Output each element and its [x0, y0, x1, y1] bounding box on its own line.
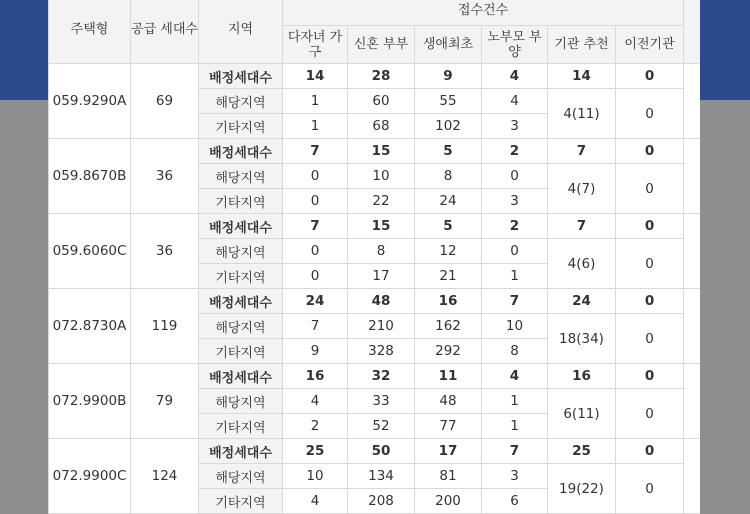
house-type-cell: 072.9900B	[49, 364, 131, 439]
other-value: 1	[482, 414, 548, 439]
local-value: 134	[348, 464, 415, 489]
house-type-cell: 059.6060C	[49, 214, 131, 289]
region-label-allocated: 배정세대수	[199, 214, 283, 239]
region-label-other: 기타지역	[199, 489, 283, 514]
local-value: 33	[348, 389, 415, 414]
allocated-value: 0	[616, 364, 684, 389]
supply-count-cell: 119	[131, 289, 199, 364]
right-blue-band	[700, 0, 750, 100]
allocated-value: 4	[482, 364, 548, 389]
region-label-other: 기타지역	[199, 189, 283, 214]
header-supply-count: 공급 세대수	[131, 0, 199, 64]
house-type-cell: 072.8730A	[49, 289, 131, 364]
local-value: 210	[348, 314, 415, 339]
region-label-other: 기타지역	[199, 264, 283, 289]
allocated-value: 5	[415, 139, 482, 164]
region-label-local: 해당지역	[199, 464, 283, 489]
allocated-value: 2	[482, 139, 548, 164]
allocated-value: 0	[616, 139, 684, 164]
header-applications: 접수건수	[283, 0, 684, 26]
other-value: 22	[348, 189, 415, 214]
header-first-life: 생애최초	[415, 26, 482, 64]
allocated-value: 25	[548, 439, 616, 464]
application-results-table	[48, 0, 749, 514]
other-value: 3	[482, 114, 548, 139]
allocated-value: 7	[482, 289, 548, 314]
local-value: 0	[482, 239, 548, 264]
region-label-local: 해당지역	[199, 389, 283, 414]
allocated-value: 15	[348, 139, 415, 164]
local-value: 162	[415, 314, 482, 339]
other-value: 3	[482, 189, 548, 214]
other-value: 68	[348, 114, 415, 139]
allocated-value: 2	[482, 214, 548, 239]
local-value: 81	[415, 464, 482, 489]
region-label-other: 기타지역	[199, 414, 283, 439]
other-value: 24	[415, 189, 482, 214]
allocated-value: 14	[283, 64, 348, 89]
region-label-local: 해당지역	[199, 164, 283, 189]
region-label-local: 해당지역	[199, 314, 283, 339]
other-value: 0	[283, 189, 348, 214]
header-region: 지역	[199, 0, 283, 64]
allocated-value: 48	[348, 289, 415, 314]
local-value: 1	[283, 89, 348, 114]
institution-applications: 4(11)	[548, 89, 616, 139]
institution-applications: 4(7)	[548, 164, 616, 214]
local-value: 7	[283, 314, 348, 339]
allocated-value: 24	[283, 289, 348, 314]
house-type-cell: 072.9900C	[49, 439, 131, 514]
allocated-value: 24	[548, 289, 616, 314]
local-value: 8	[415, 164, 482, 189]
region-label-other: 기타지역	[199, 339, 283, 364]
header-relocation: 이전기관	[616, 26, 684, 64]
other-value: 52	[348, 414, 415, 439]
allocated-value: 17	[415, 439, 482, 464]
header-multi-child: 다자녀 가구	[283, 26, 348, 64]
other-value: 21	[415, 264, 482, 289]
header-institution: 기관 추천	[548, 26, 616, 64]
local-value: 3	[482, 464, 548, 489]
table-row-allocated	[49, 364, 749, 389]
local-value: 0	[283, 239, 348, 264]
table-row-allocated	[49, 64, 749, 89]
allocated-value: 16	[548, 364, 616, 389]
supply-count-cell: 69	[131, 64, 199, 139]
relocation-applications: 0	[616, 464, 684, 514]
allocated-value: 16	[415, 289, 482, 314]
institution-applications: 6(11)	[548, 389, 616, 439]
local-value: 4	[283, 389, 348, 414]
allocated-value: 5	[415, 214, 482, 239]
allocated-value: 7	[283, 214, 348, 239]
region-label-allocated: 배정세대수	[199, 139, 283, 164]
region-label-allocated: 배정세대수	[199, 364, 283, 389]
header-newlywed: 신혼 부부	[348, 26, 415, 64]
other-value: 102	[415, 114, 482, 139]
supply-count-cell: 79	[131, 364, 199, 439]
other-value: 2	[283, 414, 348, 439]
relocation-applications: 0	[616, 164, 684, 214]
region-label-other: 기타지역	[199, 114, 283, 139]
region-label-allocated: 배정세대수	[199, 64, 283, 89]
allocated-value: 7	[283, 139, 348, 164]
allocated-value: 0	[616, 214, 684, 239]
local-value: 12	[415, 239, 482, 264]
relocation-applications: 0	[616, 89, 684, 139]
relocation-applications: 0	[616, 239, 684, 289]
local-value: 1	[482, 389, 548, 414]
region-label-local: 해당지역	[199, 89, 283, 114]
other-value: 200	[415, 489, 482, 514]
other-value: 9	[283, 339, 348, 364]
allocated-value: 9	[415, 64, 482, 89]
header-elderly-parent: 노부모 부양	[482, 26, 548, 64]
right-backdrop	[700, 0, 750, 514]
local-value: 60	[348, 89, 415, 114]
other-value: 208	[348, 489, 415, 514]
supply-count-cell: 36	[131, 139, 199, 214]
local-value: 8	[348, 239, 415, 264]
allocated-value: 0	[616, 289, 684, 314]
local-value: 4	[482, 89, 548, 114]
allocated-value: 25	[283, 439, 348, 464]
local-value: 10	[283, 464, 348, 489]
allocated-value: 15	[348, 214, 415, 239]
region-label-allocated: 배정세대수	[199, 289, 283, 314]
table-row-allocated	[49, 289, 749, 314]
other-value: 0	[283, 264, 348, 289]
allocated-value: 0	[616, 64, 684, 89]
allocated-value: 0	[616, 439, 684, 464]
allocated-value: 16	[283, 364, 348, 389]
other-value: 1	[482, 264, 548, 289]
local-value: 0	[482, 164, 548, 189]
allocated-value: 4	[482, 64, 548, 89]
allocated-value: 7	[548, 139, 616, 164]
table-body	[49, 64, 749, 514]
institution-applications: 18(34)	[548, 314, 616, 364]
other-value: 4	[283, 489, 348, 514]
supply-count-cell: 124	[131, 439, 199, 514]
house-type-cell: 059.8670B	[49, 139, 131, 214]
allocated-value: 50	[348, 439, 415, 464]
local-value: 55	[415, 89, 482, 114]
supply-count-cell: 36	[131, 214, 199, 289]
local-value: 48	[415, 389, 482, 414]
local-value: 10	[348, 164, 415, 189]
local-value: 0	[283, 164, 348, 189]
relocation-applications: 0	[616, 389, 684, 439]
other-value: 17	[348, 264, 415, 289]
other-value: 77	[415, 414, 482, 439]
institution-applications: 4(6)	[548, 239, 616, 289]
relocation-applications: 0	[616, 314, 684, 364]
allocated-value: 28	[348, 64, 415, 89]
other-value: 6	[482, 489, 548, 514]
region-label-allocated: 배정세대수	[199, 439, 283, 464]
allocated-value: 32	[348, 364, 415, 389]
other-value: 292	[415, 339, 482, 364]
allocated-value: 14	[548, 64, 616, 89]
other-value: 328	[348, 339, 415, 364]
other-value: 1	[283, 114, 348, 139]
header-house-type: 주택형	[49, 0, 131, 64]
local-value: 10	[482, 314, 548, 339]
application-results-card	[48, 0, 700, 514]
allocated-value: 7	[482, 439, 548, 464]
allocated-value: 7	[548, 214, 616, 239]
house-type-cell: 059.9290A	[49, 64, 131, 139]
table-row-allocated	[49, 439, 749, 464]
allocated-value: 11	[415, 364, 482, 389]
table-row-allocated	[49, 214, 749, 239]
table-row-allocated	[49, 139, 749, 164]
institution-applications: 19(22)	[548, 464, 616, 514]
region-label-local: 해당지역	[199, 239, 283, 264]
other-value: 8	[482, 339, 548, 364]
